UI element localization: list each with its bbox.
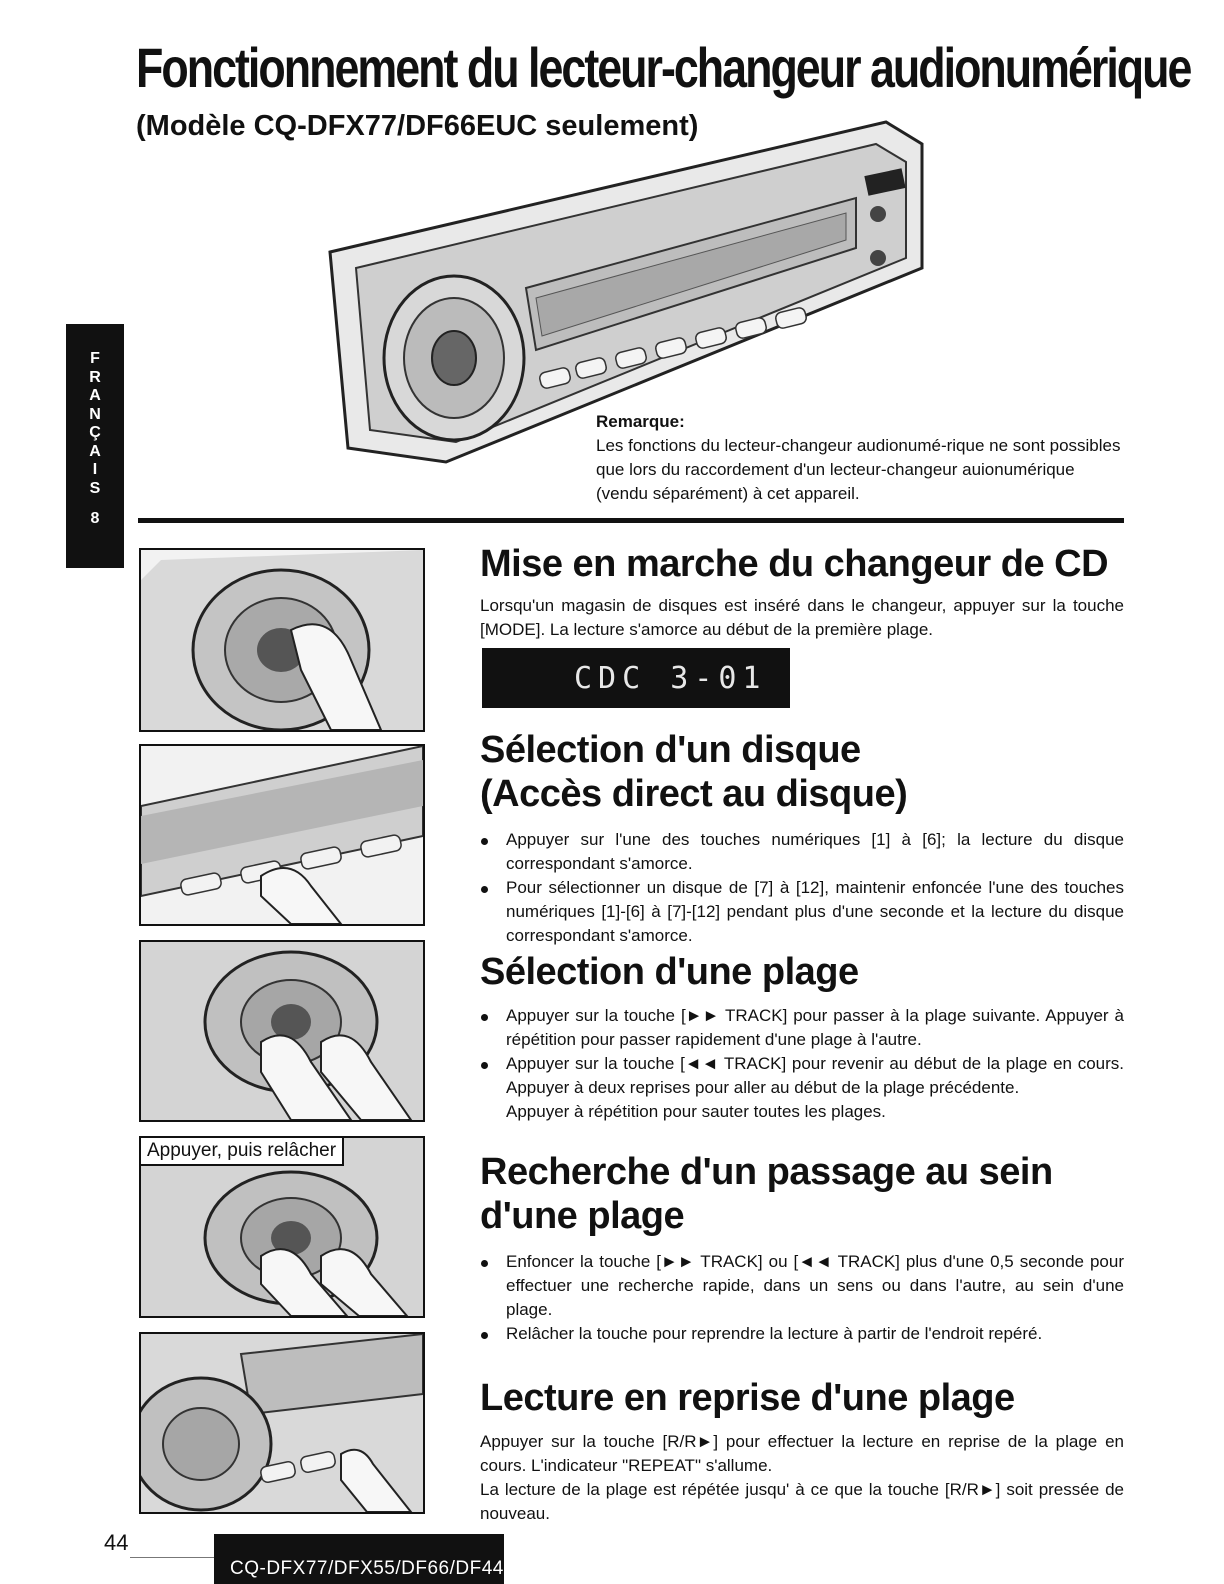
section-heading <box>480 728 1124 816</box>
bullet-icon <box>481 1260 488 1267</box>
section-mise-en-marche <box>480 542 1124 642</box>
section-heading: Mise en marche du changeur de CD <box>480 543 1109 585</box>
section-body: La lecture de la plage est répétée jusqu' à ce que la touche [R/R►] soit pressée de nouveau. <box>480 1480 1124 1523</box>
list-item-text: Appuyer sur l'une des touches numériques [1] à [6]; la lecture du disque correspondant s'amorce. <box>506 830 1124 873</box>
section-recherche <box>480 1150 1124 1346</box>
list-item-text: Pour sélectionner un disque de [7] à [12], maintenir enfoncée l'une des touches numériques [1]-[6] à [7]-[12] pendant plus d'une seconde et la lecture du disque correspondant s'amorce. <box>506 878 1124 945</box>
list-item <box>480 1322 1124 1346</box>
bullet-icon <box>481 1062 488 1069</box>
side-tab-letter: R <box>89 368 101 386</box>
list-item-text: Relâcher la touche pour reprendre la lecture à partir de l'endroit repéré. <box>506 1324 1043 1343</box>
side-tab-letter: F <box>90 350 100 367</box>
list-item <box>480 828 1124 876</box>
page-subtitle: (Modèle CQ-DFX77/DF66EUC seulement) <box>136 110 699 142</box>
list-item-text: Appuyer sur la touche [◄◄ TRACK] pour revenir au début de la plage en cours. Appuyer à deux reprises pour aller au début de la plage précédente. <box>506 1054 1124 1097</box>
illustration-mode-button <box>139 548 425 732</box>
thumbnail-caption: Appuyer, puis relâcher <box>141 1138 344 1166</box>
side-tab-letter: I <box>92 461 98 478</box>
page-title: Fonctionnement du lecteur-changeur audionumérique <box>136 36 1191 99</box>
illustration-track-keys <box>139 940 425 1122</box>
section-divider <box>138 518 1124 523</box>
list-item-text: Appuyer sur la touche [►► TRACK] pour passer à la plage suivante. Appuyer à répétition pour passer rapidement d'une plage à l'autre. <box>506 1006 1124 1049</box>
remark-title: Remarque: <box>596 412 685 431</box>
heading-line: Recherche d'un passage au sein <box>480 1151 1053 1193</box>
section-heading: Lecture en reprise d'une plage <box>480 1377 1015 1419</box>
illustration-repeat-key <box>139 1332 425 1514</box>
footer-rule <box>130 1557 216 1558</box>
footer-model-band: CQ-DFX77/DFX55/DF66/DF44EUC <box>214 1534 504 1584</box>
heading-line: Sélection d'un disque <box>480 729 861 771</box>
list-item <box>480 876 1124 948</box>
page-number: 44 <box>104 1530 129 1555</box>
side-tab-letter: A <box>89 442 101 460</box>
list-item <box>480 1250 1124 1322</box>
language-side-tab <box>66 324 124 568</box>
side-tab-letter: A <box>89 387 101 404</box>
section-selection-plage <box>480 950 1124 1124</box>
heading-line: d'une plage <box>480 1195 685 1237</box>
section-heading: Sélection d'une plage <box>480 951 859 993</box>
side-tab-letter: Ç <box>89 424 101 441</box>
list-item-note: Appuyer à répétition pour sauter toutes les plages. <box>506 1102 886 1121</box>
heading-line: (Accès direct au disque) <box>480 773 908 815</box>
list-item <box>480 1052 1124 1124</box>
remark-note <box>596 410 1126 506</box>
section-heading <box>480 1150 1124 1238</box>
illustration-press-release <box>139 1136 425 1318</box>
section-body: Appuyer sur la touche [R/R►] pour effectuer la lecture en reprise de la plage en cours. L'indicateur "REPEAT" s'allume. <box>480 1432 1124 1475</box>
section-selection-disque <box>480 728 1124 948</box>
bullet-icon <box>481 838 488 845</box>
side-tab-letter: N <box>89 405 101 423</box>
remark-text: Les fonctions du lecteur-changeur audionumé-rique ne sont possibles que lors du raccordement d'un lecteur-changeur auionumérique (vendu séparément) à cet appareil. <box>596 436 1121 503</box>
list-item-text: Enfoncer la touche [►► TRACK] ou [◄◄ TRACK] plus d'une 0,5 seconde pour effectuer une recherche rapide, dans un sens ou dans l'autre, au sein d'une plage. <box>506 1252 1124 1319</box>
section-body: Lorsqu'un magasin de disques est inséré dans le changeur, appuyer sur la touche [MODE]. La lecture s'amorce au début de la première plage. <box>480 596 1124 639</box>
side-tab-letter: S <box>89 479 101 497</box>
bullet-icon <box>481 886 488 893</box>
lcd-display: CDC 3-01 <box>482 648 790 708</box>
list-item <box>480 1004 1124 1052</box>
illustration-number-keys <box>139 744 425 926</box>
bullet-icon <box>481 1014 488 1021</box>
section-lecture-reprise <box>480 1376 1124 1526</box>
side-tab-page-number: 8 <box>90 510 100 527</box>
bullet-icon <box>481 1332 488 1339</box>
